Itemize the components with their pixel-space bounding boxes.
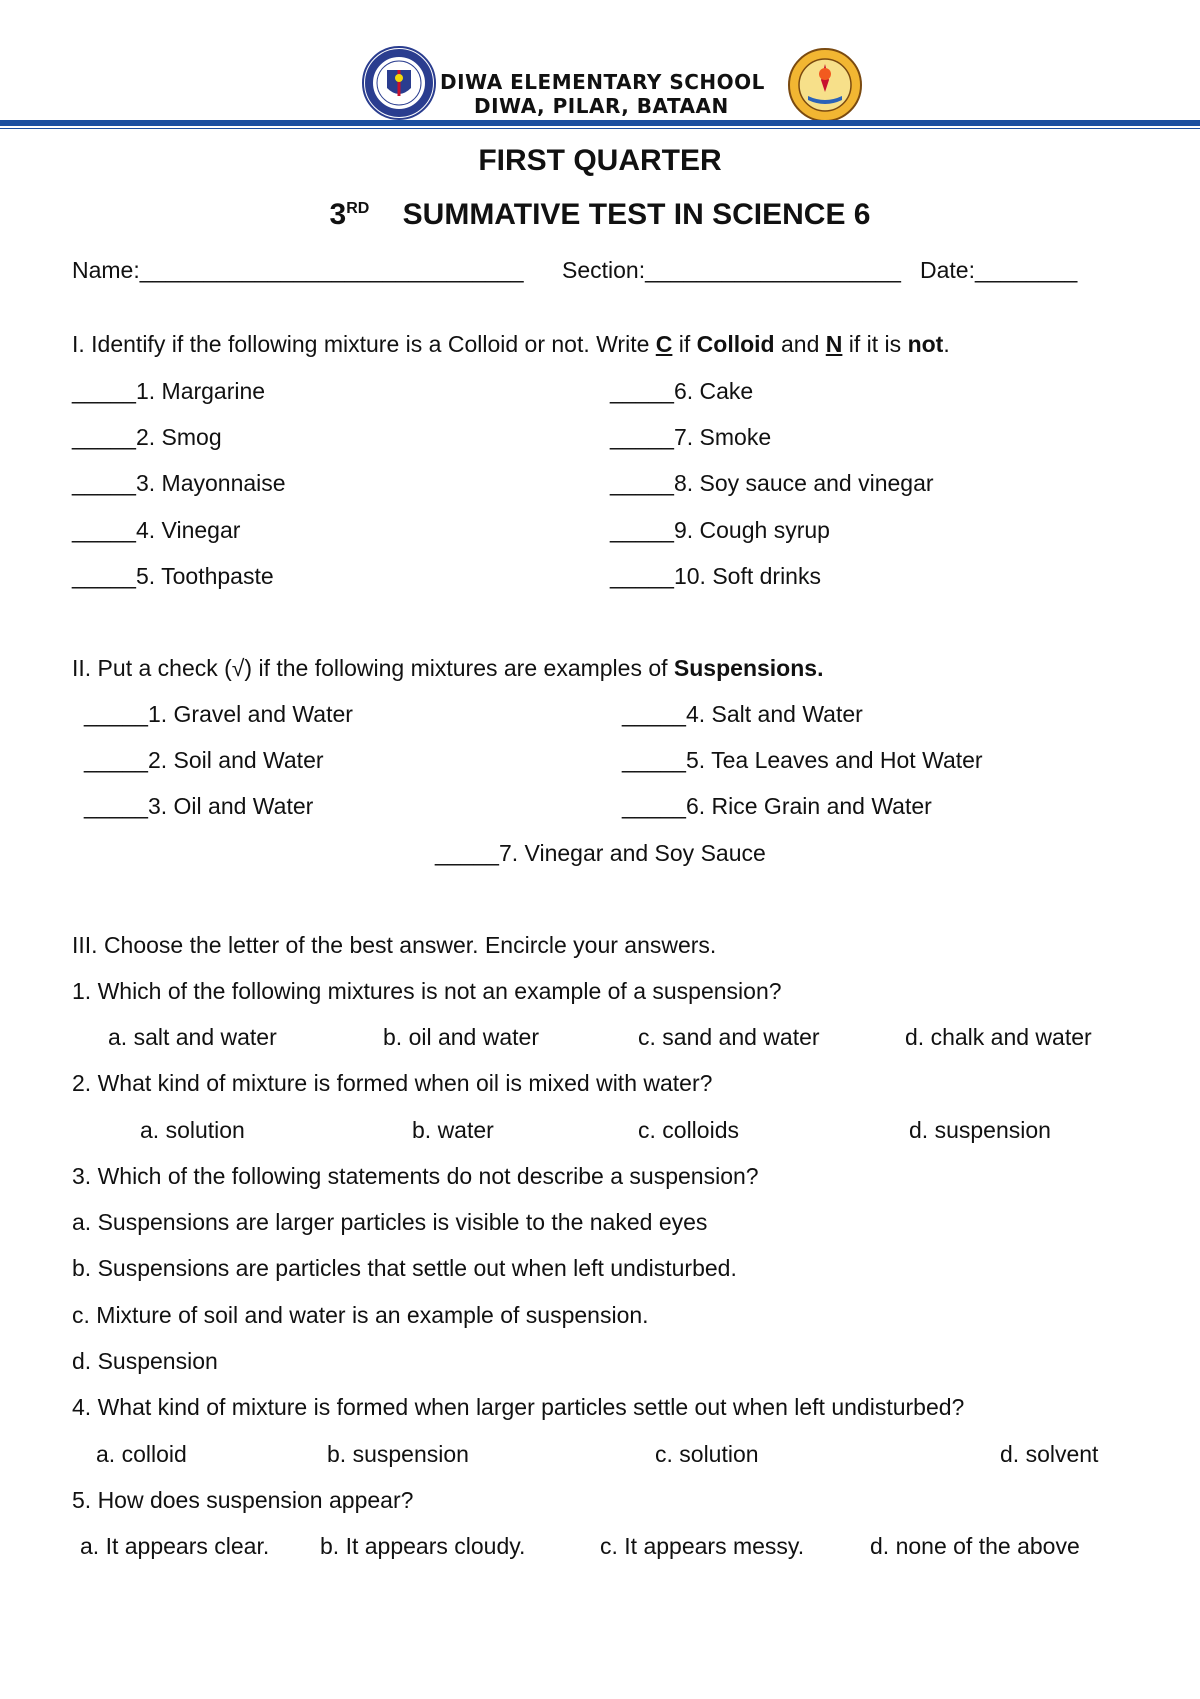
part1-not-word: not xyxy=(907,331,944,357)
school-address: DIWA, PILAR, BATAAN xyxy=(474,94,729,118)
deped-seal xyxy=(362,46,436,120)
part1-instr-text3: and xyxy=(774,331,826,357)
question-3: 3. Which of the following statements do not describe a suspension? xyxy=(72,1163,759,1189)
q2-option-a[interactable]: a. solution xyxy=(140,1117,245,1143)
q1-option-c[interactable]: c. sand and water xyxy=(638,1024,820,1050)
part1-colloid-word: Colloid xyxy=(696,331,775,357)
part2-suspensions-word: Suspensions. xyxy=(673,655,824,681)
part1-item-9[interactable]: _____9. Cough syrup xyxy=(610,517,830,543)
date-field[interactable]: Date:________ xyxy=(920,257,1078,283)
part2-item-5[interactable]: _____5. Tea Leaves and Hot Water xyxy=(622,747,983,773)
header-rule xyxy=(0,120,1200,126)
q5-option-c[interactable]: c. It appears messy. xyxy=(600,1533,805,1559)
q1-option-d[interactable]: d. chalk and water xyxy=(905,1024,1092,1050)
q4-option-c[interactable]: c. solution xyxy=(655,1441,759,1467)
q3-option-d[interactable]: d. Suspension xyxy=(72,1348,218,1374)
question-2: 2. What kind of mixture is formed when oil is mixed with water? xyxy=(72,1070,713,1096)
part1-item-1[interactable]: _____1. Margarine xyxy=(72,378,266,404)
test-number-suffix: RD xyxy=(346,200,370,217)
test-name: SUMMATIVE TEST IN SCIENCE 6 xyxy=(402,198,871,231)
header-rule-thin xyxy=(0,128,1200,129)
part2-instructions xyxy=(72,654,823,682)
part3-instructions: III. Choose the letter of the best answer. Encircle your answers. xyxy=(72,932,717,958)
part1-item-10[interactable]: _____10. Soft drinks xyxy=(610,563,821,589)
part1-item-8[interactable]: _____8. Soy sauce and vinegar xyxy=(610,470,934,496)
q3-option-a[interactable]: a. Suspensions are larger particles is visible to the naked eyes xyxy=(72,1209,708,1235)
q5-option-b[interactable]: b. It appears cloudy. xyxy=(320,1533,526,1559)
part1-code-n: N xyxy=(825,331,843,357)
part1-item-5[interactable]: _____5. Toothpaste xyxy=(72,563,274,589)
part1-instr-text: I. Identify if the following mixture is a Colloid or not. Write xyxy=(72,331,656,357)
part1-instr-end: . xyxy=(943,331,950,357)
q2-option-d[interactable]: d. suspension xyxy=(909,1117,1051,1143)
q5-option-d[interactable]: d. none of the above xyxy=(870,1533,1080,1559)
q3-option-c[interactable]: c. Mixture of soil and water is an example of suspension. xyxy=(72,1302,649,1328)
part1-item-4[interactable]: _____4. Vinegar xyxy=(72,517,241,543)
school-seal xyxy=(788,48,862,122)
quarter-title: FIRST QUARTER xyxy=(478,144,722,177)
part1-code-c: C xyxy=(655,331,673,357)
test-number: 3 xyxy=(329,198,347,231)
part2-item-7[interactable]: _____7. Vinegar and Soy Sauce xyxy=(435,840,766,866)
part1-item-2[interactable]: _____2. Smog xyxy=(72,424,222,450)
q4-option-b[interactable]: b. suspension xyxy=(327,1441,469,1467)
part1-instr-text2: if xyxy=(672,331,697,357)
q2-option-b[interactable]: b. water xyxy=(412,1117,494,1143)
part1-instr-text4: if it is xyxy=(842,331,908,357)
q2-option-c[interactable]: c. colloids xyxy=(638,1117,739,1143)
part2-item-3[interactable]: _____3. Oil and Water xyxy=(84,793,314,819)
part2-item-4[interactable]: _____4. Salt and Water xyxy=(622,701,863,727)
part1-instructions xyxy=(72,330,950,358)
part2-instr-text: II. Put a check (√) if the following mixtures are examples of xyxy=(72,655,674,681)
part2-item-2[interactable]: _____2. Soil and Water xyxy=(84,747,324,773)
question-5: 5. How does suspension appear? xyxy=(72,1487,414,1513)
part1-item-7[interactable]: _____7. Smoke xyxy=(610,424,772,450)
school-name: DIWA ELEMENTARY SCHOOL xyxy=(440,70,765,94)
question-1: 1. Which of the following mixtures is not an example of a suspension? xyxy=(72,978,782,1004)
q4-option-d[interactable]: d. solvent xyxy=(1000,1441,1099,1467)
part2-item-6[interactable]: _____6. Rice Grain and Water xyxy=(622,793,932,819)
part1-item-6[interactable]: _____6. Cake xyxy=(610,378,754,404)
section-field[interactable]: Section:____________________ xyxy=(562,257,901,283)
part2-item-1[interactable]: _____1. Gravel and Water xyxy=(84,701,353,727)
q1-option-a[interactable]: a. salt and water xyxy=(108,1024,277,1050)
question-4: 4. What kind of mixture is formed when larger particles settle out when left undisturbed? xyxy=(72,1394,965,1420)
q3-option-b[interactable]: b. Suspensions are particles that settle out when left undisturbed. xyxy=(72,1255,737,1281)
test-title xyxy=(0,198,1200,232)
part1-item-3[interactable]: _____3. Mayonnaise xyxy=(72,470,286,496)
q4-option-a[interactable]: a. colloid xyxy=(96,1441,187,1467)
name-field[interactable]: Name:______________________________ xyxy=(72,257,524,283)
q1-option-b[interactable]: b. oil and water xyxy=(383,1024,539,1050)
q5-option-a[interactable]: a. It appears clear. xyxy=(80,1533,270,1559)
